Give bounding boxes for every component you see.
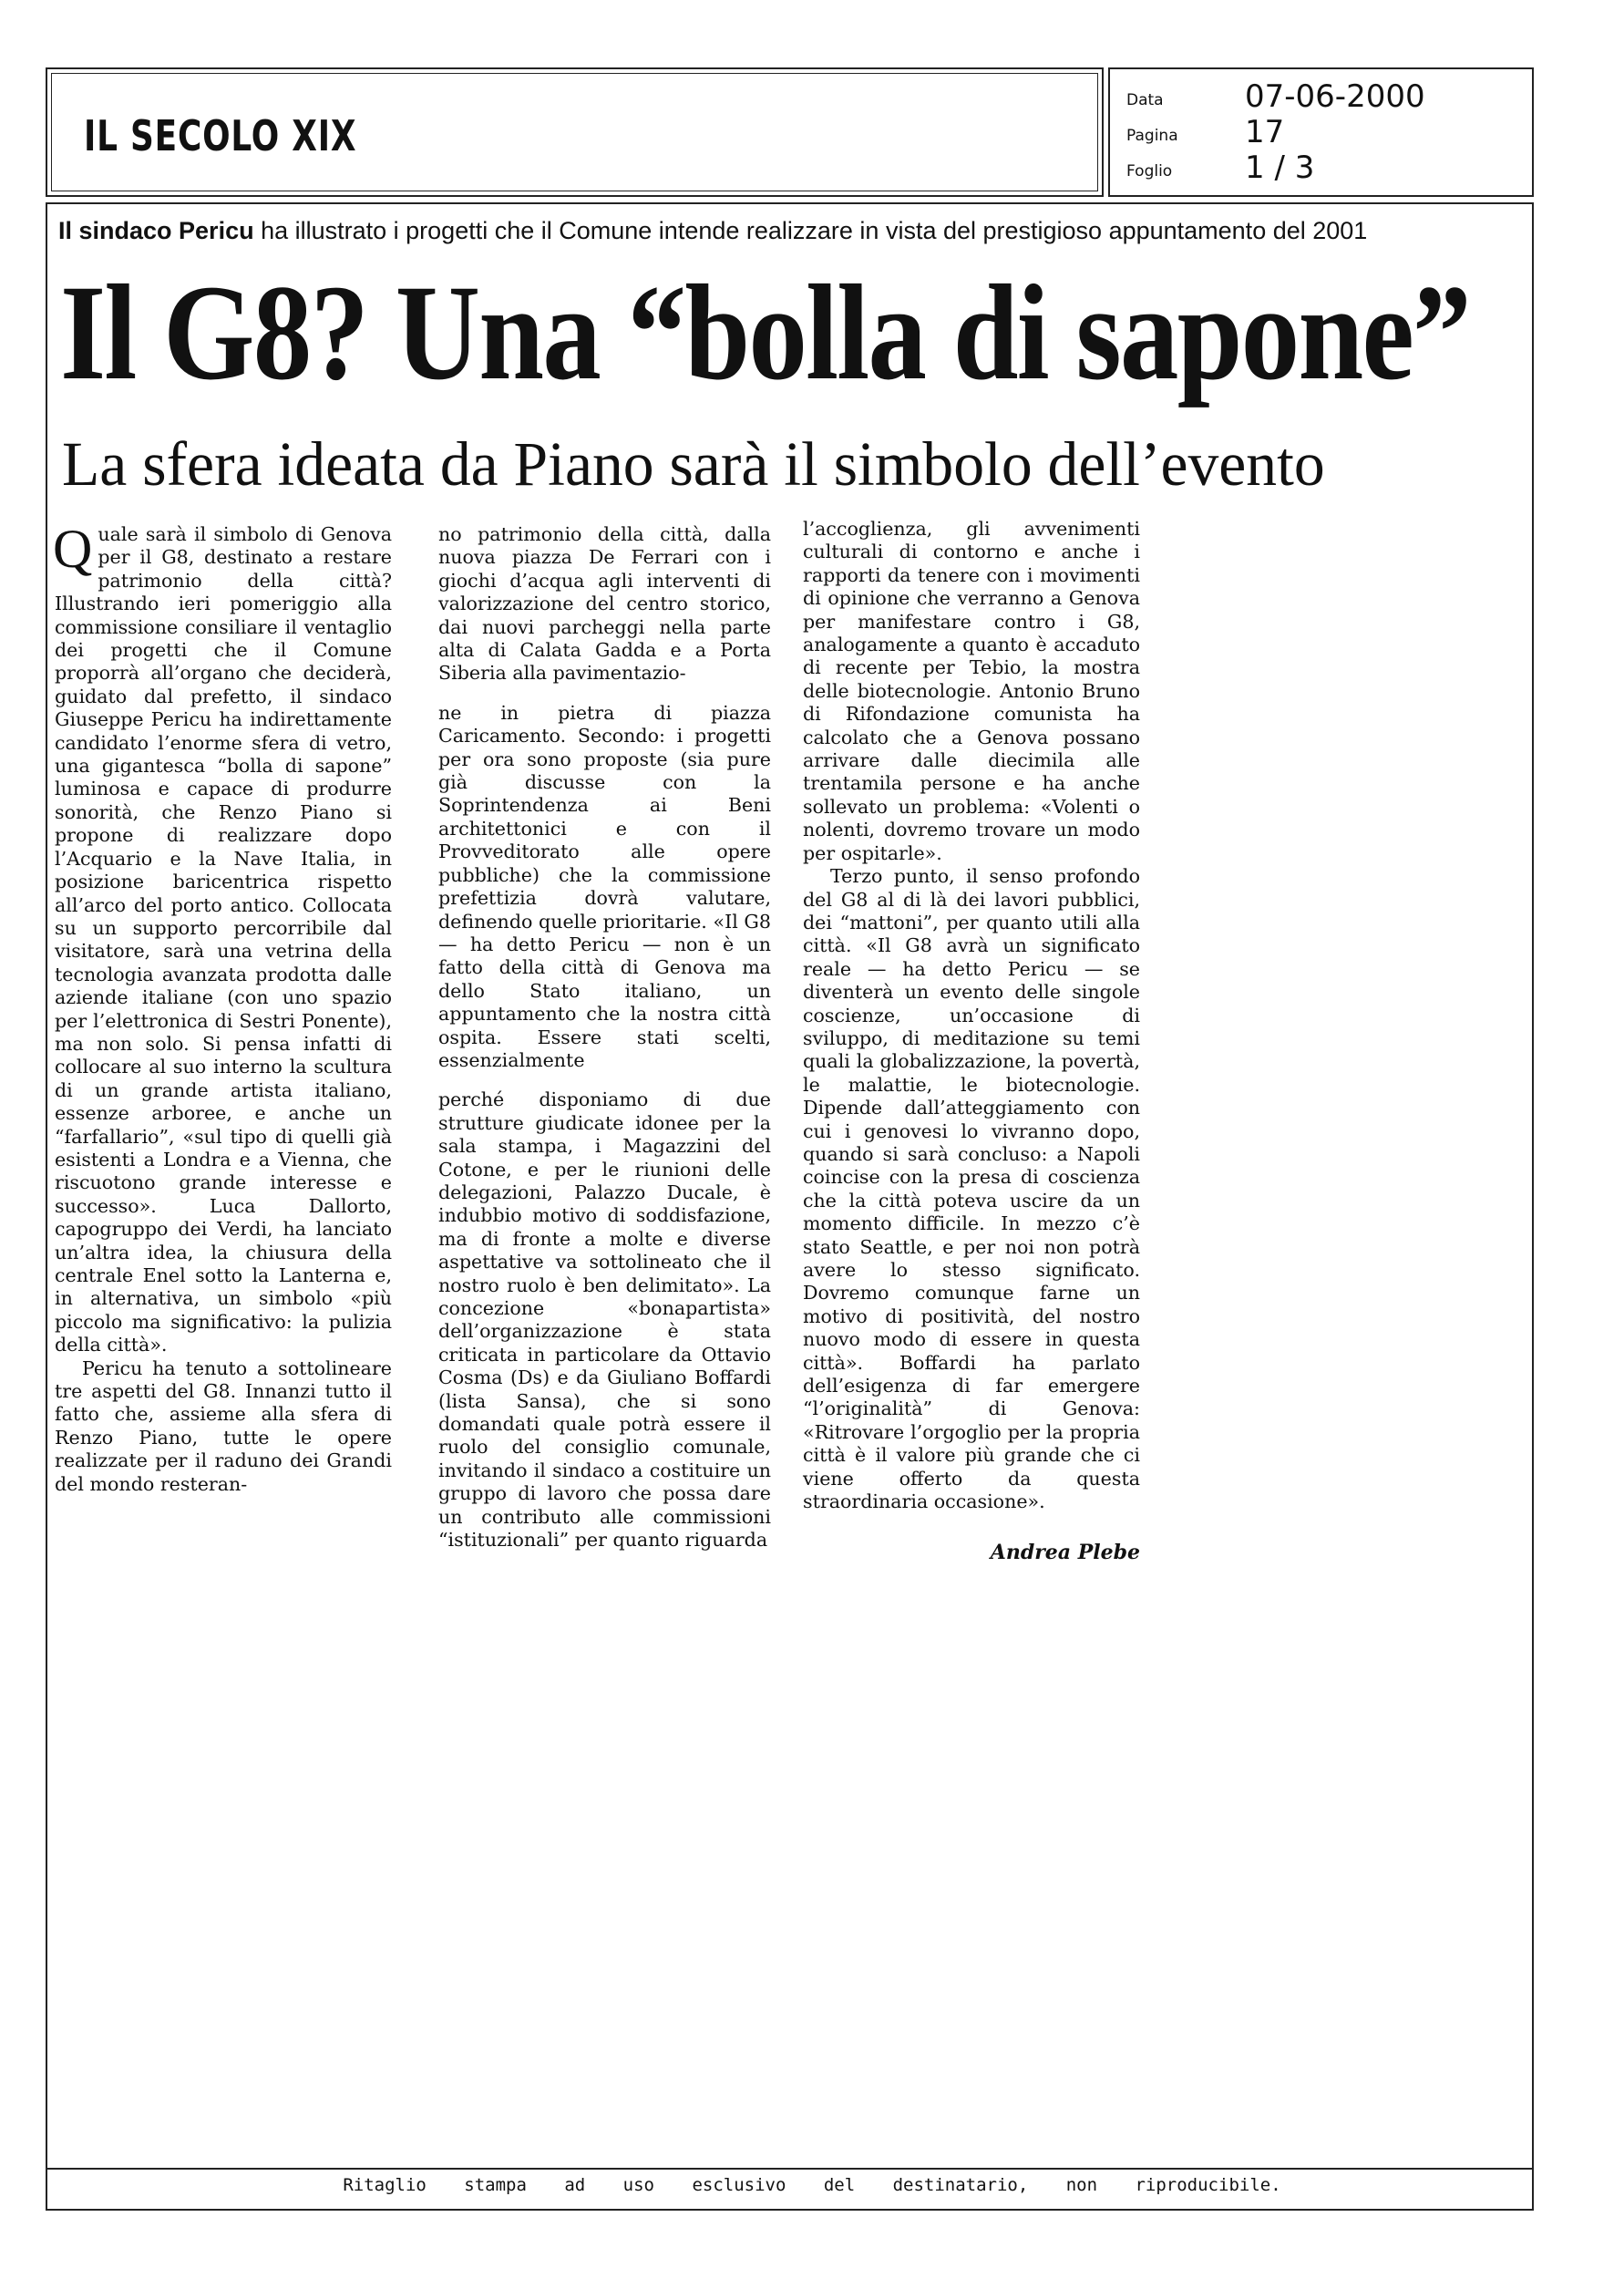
kicker-bold: Il sindaco Pericu	[58, 217, 254, 244]
paragraph: Pericu ha tenuto a sottolineare tre aspetti del G8. Innanzi tutto il fatto che, assieme alla sfera di Renzo Piano, tutte le opere realizzate per il raduno dei Grandi del mondo resteran-	[55, 1356, 392, 1495]
paragraph: Terzo punto, il senso profondo del G8 al di là dei lavori pubblici, dei “mattoni”, per quanto utili alla città. «Il G8 avrà un significato reale — ha detto Pericu — se diventerà un evento delle singole coscienze, un’occasione di sviluppo, di meditazione su temi quali la globalizzazione, la povertà, le malattie, le biotecnologie. Dipende dall’atteggiamento con cui i genovesi lo vivranno dopo, quando si sarà concluso: a Napoli coincise con la presa di coscienza che la città poteva uscire da un momento difficile. In mezzo c’è stato Seattle, e per noi non potrà avere lo stesso significato. Dovremo comunque farne un motivo di positività, del nostro nuovo modo di essere in questa città». Boffardi ha parlato dell’esigenza di far emergere “l’originalità” di Genova: «Ritrovare l’orgoglio per la propria città è il valore più grande che ci viene offerto da questa straordinaria occasione».	[803, 865, 1140, 1513]
meta-value-date: 07-06-2000	[1245, 78, 1425, 115]
article-column-1	[53, 519, 392, 1496]
newspaper-masthead: IL SECOLO XIX	[84, 111, 357, 160]
meta-value-sheet: 1 / 3	[1245, 150, 1315, 186]
meta-label: Foglio	[1126, 162, 1173, 180]
meta-label: Pagina	[1126, 127, 1178, 145]
footer-divider	[46, 2168, 1534, 2170]
article-column-2	[438, 523, 771, 1552]
article-kicker	[58, 217, 1516, 245]
drop-cap: Q	[53, 519, 93, 579]
paragraph	[53, 519, 392, 1357]
paragraph: l’accoglienza, gli avvenimenti culturali di contorno e anche i rapporti da tenere con i movimenti di opinione che verranno a Genova per manifestare contro i G8, analogamente a quanto è accaduto di recente per Tebio, la mostra delle biotecnologie. Antonio Bruno di Rifondazione comunista ha calcolato che a Genova possano arrivare dalle diecimila alle trentamila persone e ha anche sollevato un problema: «Volenti o nolenti, dovremo trovare un modo per ospitarle».	[803, 518, 1140, 864]
paragraph-text: uale sarà il simbolo di Genova per il G8, destinato a restare patrimonio della città? Illustrando ieri pomeriggio alla commissione consiliare il ventaglio dei progetti che il Comune proporrà all’organo che deciderà, guidato dal prefetto, il sindaco Giuseppe Pericu ha indirettamente candidato l’enorme sfera di vetro, una gigantesca “bolla di sapone” luminosa e capace di produrre sonorità, che Renzo Piano si propone di realizzare dopo l’Acquario e la Nave Italia, in posizione baricentrica rispetto all’arco del porto antico. Collocata su un supporto percorribile dal visitatore, sarà una vetrina della tecnologia avanzata prodotta dalle aziende italiane (con uno spazio per l’elettronica di Sestri Ponente), ma non solo. Si pensa infatti di collocare al suo interno la scultura di un grande artista italiano, essenze arboree, e anche un “farfallario”, «sul tipo di quelli già esistenti a Londra e a Vienna, che riscuotono grande interesse e successo». Luca Dallorto, capogruppo dei Verdi, ha lanciato un’altra idea, la chiusura della centrale Enel sotto la Lanterna e, in alternativa, un simbolo «più piccolo ma significativo: la pulizia della città».	[55, 523, 392, 1356]
paragraph-fragment: no patrimonio della città, dalla nuova piazza De Ferrari con i giochi d’acqua agli interventi di valorizzazione del centro storico, dai nuovi parcheggi nella parte alta di Calata Gadda e a Porta Siberia alla pavimentazio-	[438, 523, 771, 685]
masthead-box	[46, 67, 1104, 197]
article-headline: Il G8? Una “bolla di sapone”	[60, 257, 1470, 408]
article-subhead: La sfera ideata da Piano sarà il simbolo dell’evento	[62, 429, 1325, 499]
meta-label: Data	[1126, 91, 1164, 109]
clipping-notice: Ritaglio stampa ad uso esclusivo del destinatario, non riproducibile.	[343, 2175, 1281, 2195]
clipping-meta-box	[1108, 67, 1534, 197]
kicker-text: ha illustrato i progetti che il Comune intende realizzare in vista del prestigioso appuntamento del 2001	[253, 217, 1368, 244]
article-byline: Andrea Plebe	[990, 1541, 1140, 1564]
paragraph-fragment: ne in pietra di piazza Caricamento. Secondo: i progetti per ora sono proposte (sia pure già discusse con la Soprintendenza ai Beni architettonici e con il Provveditorato alle opere pubbliche) che la commissione prefettizia dovrà valutare, definendo quelle prioritarie. «Il G8 — ha detto Pericu — non è un fatto della città di Genova ma dello Stato italiano, un appuntamento che la nostra città ospita. Essere stati scelti, essenzialmente	[438, 701, 771, 1071]
paragraph-fragment: perché disponiamo di due strutture giudicate idonee per la sala stampa, i Magazzini del Cotone, e per le riunioni delle delegazioni, Palazzo Ducale, è indubbio motivo di soddisfazione, ma di fronte a molte e diverse aspettative va sottolineato che il nostro ruolo è ben delimitato». La concezione «bonapartista» dell’organizzazione è stata criticata in particolare da Ottavio Cosma (Ds) e da Giuliano Boffardi (lista Sansa), che si sono domandati quale potrà essere il ruolo del consiglio comunale, invitando il sindaco a costituire un gruppo di lavoro che possa dare un contributo alle commissioni “istituzionali” per quanto riguarda	[438, 1088, 771, 1552]
article-column-3	[803, 518, 1140, 1513]
meta-value-page: 17	[1245, 114, 1285, 150]
